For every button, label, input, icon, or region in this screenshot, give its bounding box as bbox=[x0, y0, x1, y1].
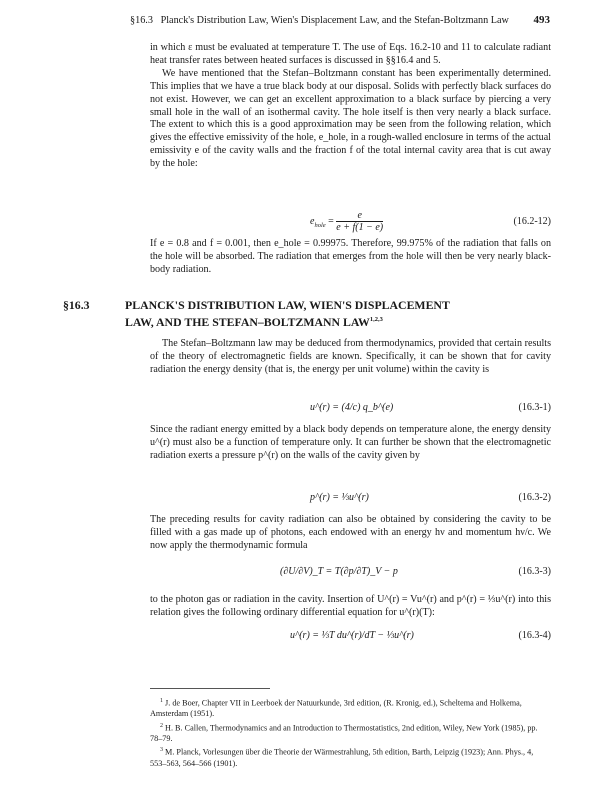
equation-expression: u^(r) = ⅓T du^(r)/dT − ⅓u^(r) bbox=[290, 630, 414, 641]
footnote-rule bbox=[150, 688, 270, 689]
section-heading bbox=[63, 298, 483, 329]
equation-16-3-3 bbox=[150, 560, 551, 588]
paragraph-5: Since the radiant energy emitted by a black body depends on temperature alone, the energy density u^(r) must also be a function of temperature only. It can further be shown that the electromagnetic radiation exerts a pressure p^(r) on the walls of the cavity given by bbox=[150, 424, 551, 461]
equation-expression: (∂U/∂V)_T = T(∂p/∂T)_V − p bbox=[280, 566, 398, 577]
footnote-3: $^3$ M. Planck, Vorlesungen über die Theorie der Wärmestrahlung, 5th edition, Barth, Leipzig (1923); Ann. Phys., 4, 553–563, 564–566 (1901). bbox=[150, 747, 534, 768]
equation-number: (16.3-2) bbox=[518, 492, 551, 503]
footnote-2: $^2$ H. B. Callen, Thermodynamics and an Introduction to Thermostatistics, 2nd edition, Wiley, New York (1985), pp. 78–79. bbox=[150, 722, 538, 743]
equation-number: (16.3-3) bbox=[518, 566, 551, 577]
paragraph-7: to the photon gas or radiation in the cavity. Insertion of U^(r) = Vu^(r) and p^(r) = ⅓u^(r) into this relation gives the following ordinary differential equation for u^(r)(T): bbox=[150, 594, 551, 618]
equation-expression: p^(r) = ⅓u^(r) bbox=[310, 492, 369, 503]
footnote-1: $^1$ J. de Boer, Chapter VII in Leerboek der Natuurkunde, 3rd edition, (R. Kronig, ed.), Scheltema and Holkema, Amsterdam (1951). bbox=[150, 698, 522, 719]
text-block-5 bbox=[150, 514, 551, 553]
page-number: 493 bbox=[533, 14, 550, 26]
text-block-6 bbox=[150, 594, 551, 620]
paragraph-1: in which ε must be evaluated at temperature T. The use of Eqs. 16.2-10 and 11 to calculate radiant heat transfer rates between heated surfaces is discussed in §§16.4 and 5. bbox=[150, 42, 551, 66]
equation-16-3-4 bbox=[150, 624, 551, 652]
paragraph-3: If e = 0.8 and f = 0.001, then e_hole = 0.99975. Therefore, 99.975% of the radiation that falls on the hole will be absorbed. The radiation that emerges from the hole will then be very nearly black-body radiation. bbox=[150, 238, 551, 275]
running-head-title bbox=[130, 15, 509, 26]
text-block-3 bbox=[150, 338, 551, 377]
paragraph-2: We have mentioned that the Stefan–Boltzmann constant has been experimentally determined. This implies that we have a true black body at our disposal. Solids with perfectly black surfaces do not exist. However, we can get an excellent approximation to a black surface by piercing a very small hole in the wall of an isothermal cavity. The hole itself is then very nearly a black surface. The extent to which this is a good approximation may be seen from the following relation, which gives the effective emissivity of the hole, e_hole, in a rough-walled enclosure in terms of the actual emissivity e of the cavity walls and the fraction f of the total internal cavity area that is cut away by the hole: bbox=[150, 67, 551, 170]
text-block-2 bbox=[150, 238, 551, 277]
equation-expression: u^(r) = (4/c) q_b^(e) bbox=[310, 402, 394, 413]
running-head-text: Planck's Distribution Law, Wien's Displacement Law, and the Stefan-Boltzmann Law bbox=[160, 15, 509, 26]
equation-number: (16.2-12) bbox=[513, 216, 551, 227]
equation-16-3-1 bbox=[150, 398, 551, 420]
equation-16-3-2 bbox=[150, 490, 551, 510]
text-block-4 bbox=[150, 424, 551, 463]
equation-number: (16.3-1) bbox=[518, 402, 551, 413]
equation-16-2-12 bbox=[150, 206, 551, 236]
section-number: §16.3 bbox=[63, 298, 90, 312]
section-title-line1: PLANCK'S DISTRIBUTION LAW, WIEN'S DISPLACEMENT bbox=[125, 298, 450, 312]
equation-number: (16.3-4) bbox=[518, 630, 551, 641]
paragraph-6: The preceding results for cavity radiation can also be obtained by considering the cavity to be filled with a gas made up of photons, each endowed with an energy hν and momentum hν/c. We now apply the thermodynamic formula bbox=[150, 514, 551, 551]
fraction: $\frac{e}{e + f(1 - e)}$ bbox=[336, 210, 384, 233]
section-title-line2: LAW, AND THE STEFAN–BOLTZMANN LAW bbox=[125, 314, 370, 329]
paragraph-4: The Stefan–Boltzmann law may be deduced from thermodynamics, provided that certain results of the theory of electromagnetic fields are known. Specifically, it can be shown that for cavity radiation the energy density (that is, the energy per unit volume) within the cavity is bbox=[150, 338, 551, 375]
equation-expression: $e_{hole}$ = $\frac{e}{e + f(1 - e)}$ bbox=[310, 210, 384, 233]
section-footnote-refs: 1,2,3 bbox=[369, 315, 383, 323]
footnotes bbox=[150, 696, 551, 770]
text-block-top bbox=[150, 42, 551, 171]
running-head bbox=[130, 14, 550, 26]
running-head-section: §16.3 bbox=[130, 15, 153, 26]
